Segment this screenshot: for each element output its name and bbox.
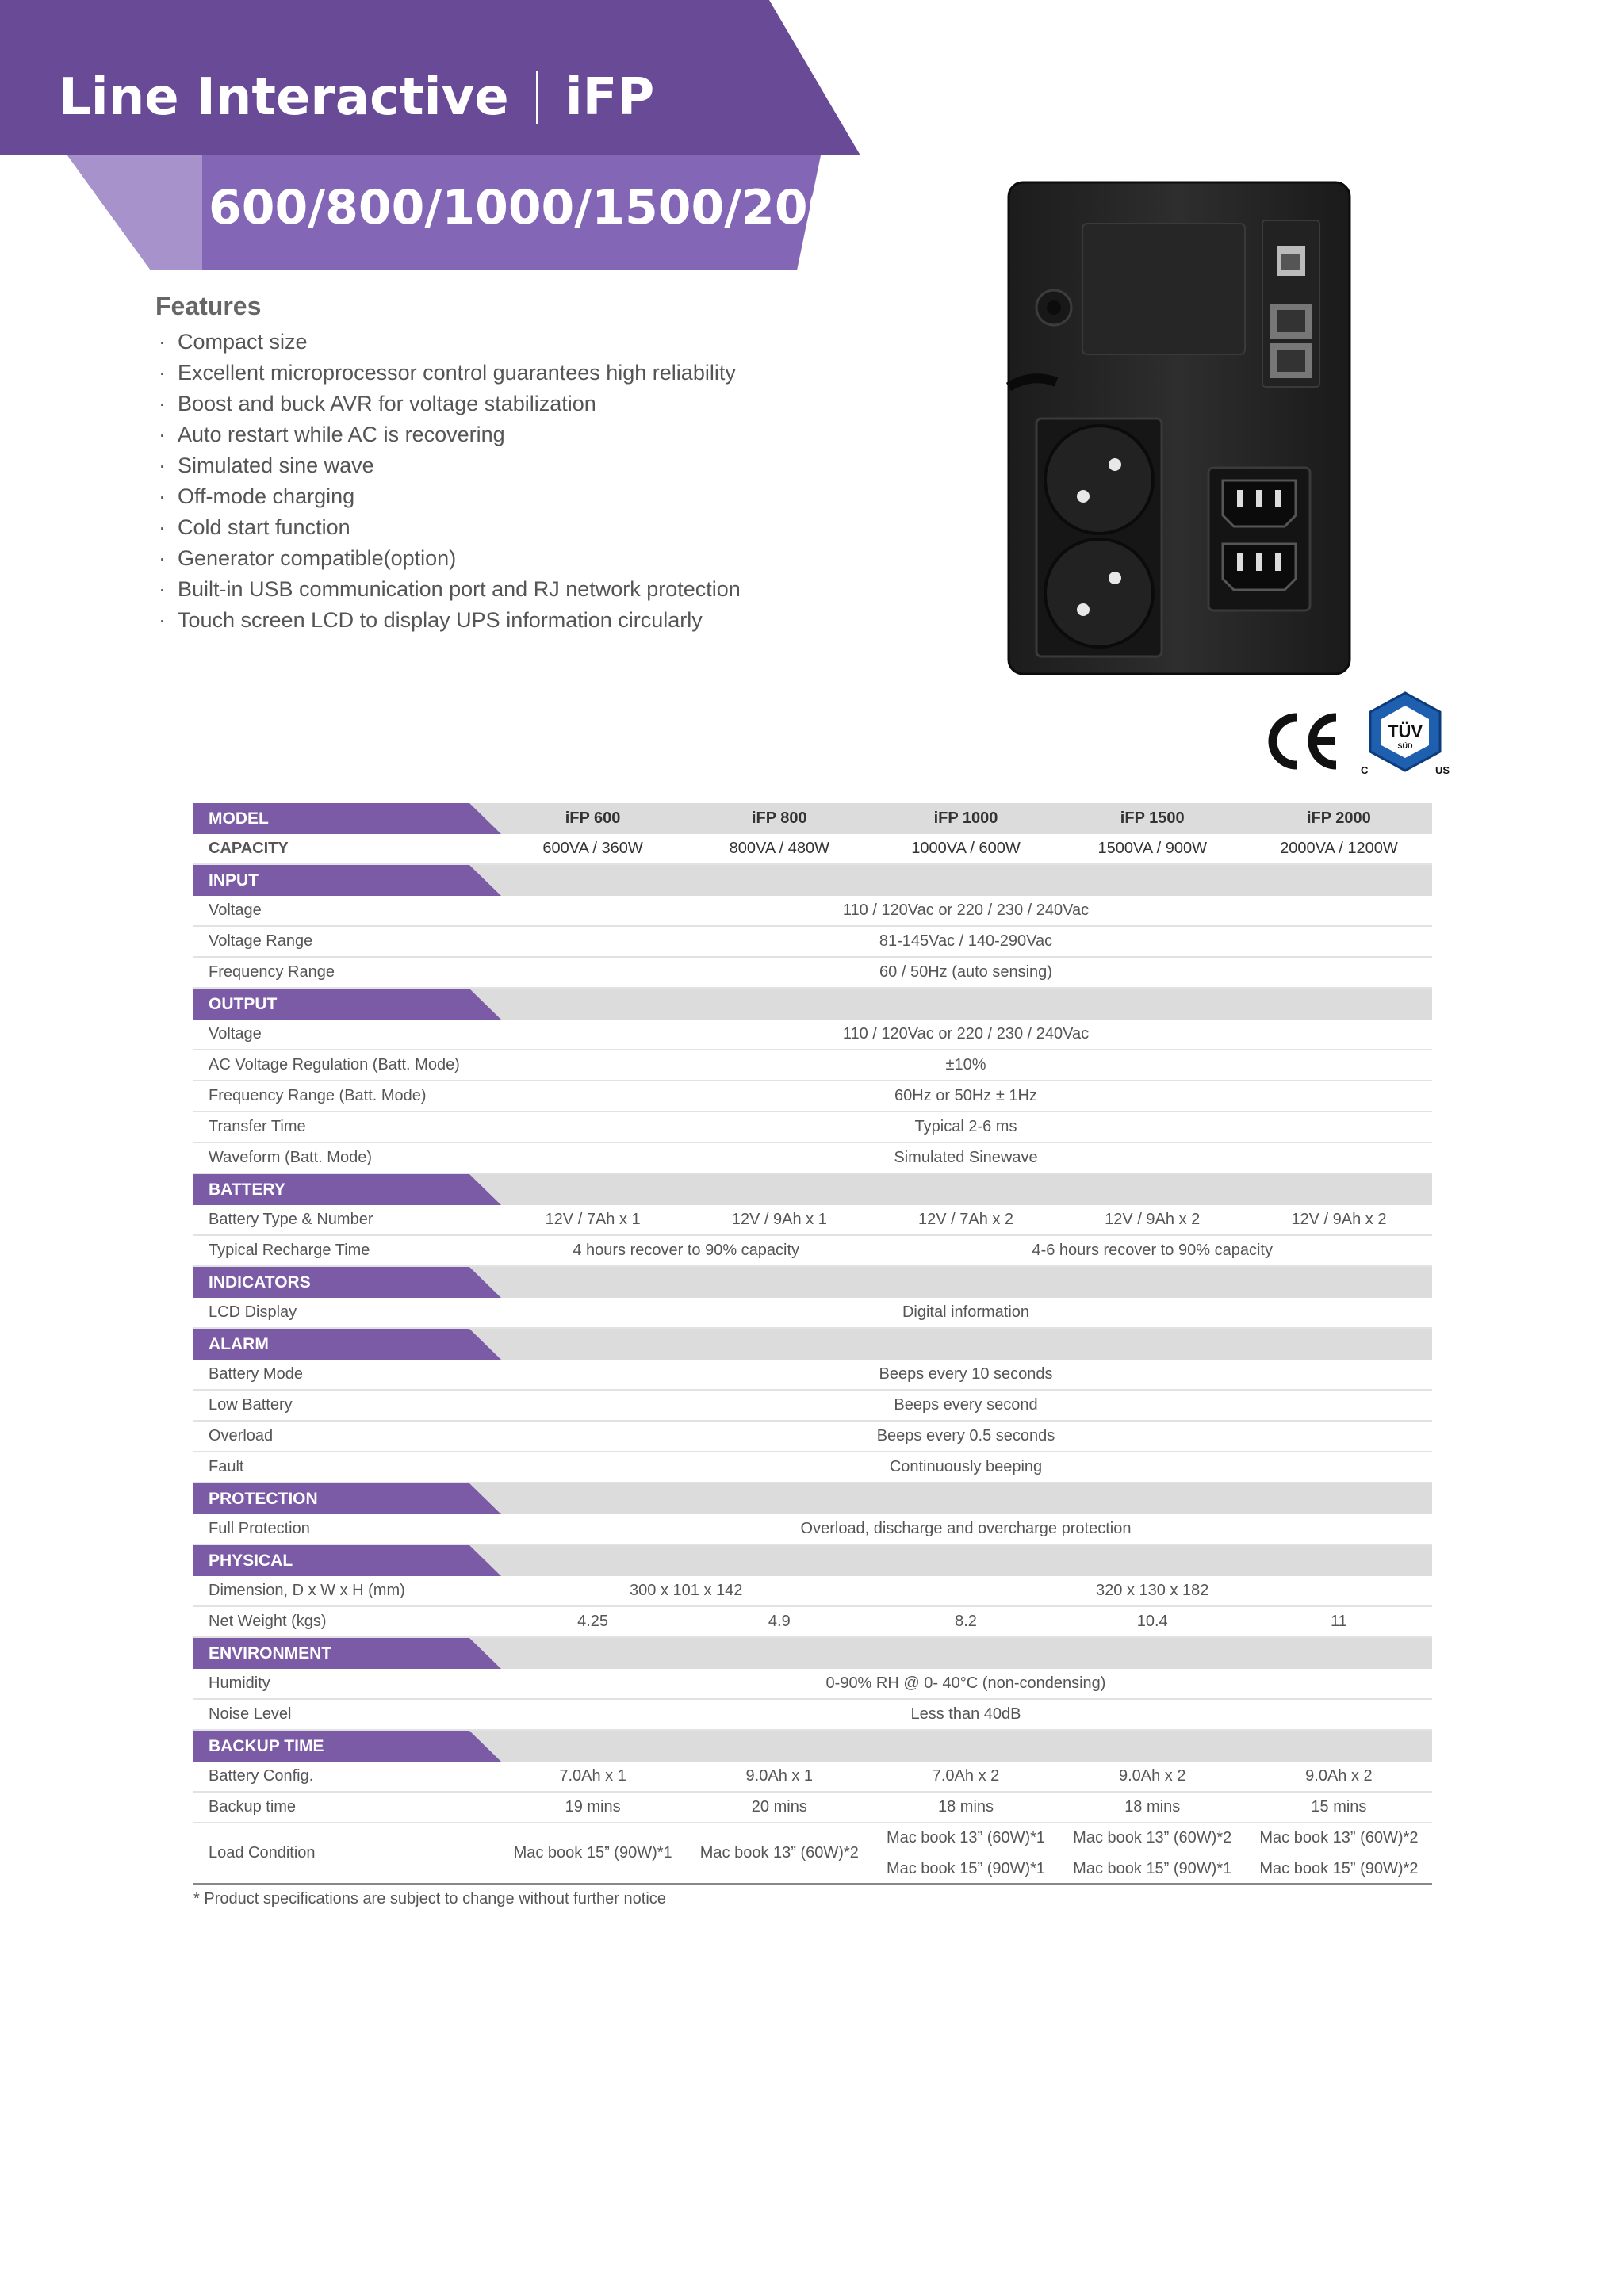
spec-label: Transfer Time — [209, 1118, 306, 1135]
spec-value: 8.2 — [955, 1613, 977, 1630]
spec-value: 15 mins — [1311, 1798, 1367, 1816]
model-cell: iFP 1000 — [933, 809, 998, 827]
series-type: Line Interactive — [59, 68, 509, 127]
spec-value: 4 hours recover to 90% capacity — [573, 1242, 800, 1259]
spec-value — [500, 1838, 686, 1869]
spec-value: 4-6 hours recover to 90% capacity — [1032, 1242, 1273, 1259]
spec-value — [1059, 1823, 1246, 1885]
ce-mark-logo — [1265, 710, 1344, 773]
title-divider — [536, 71, 538, 124]
section-title: PHYSICAL — [209, 1551, 293, 1570]
tuv-sud-mark-logo — [1358, 690, 1453, 777]
load-line: Mac book 13” (60W)*2 — [1073, 1828, 1232, 1846]
spec-value: Beeps every 10 seconds — [879, 1365, 1053, 1383]
spec-row — [193, 1391, 1432, 1422]
bullet: · — [159, 608, 166, 632]
feature-text: Boost and buck AVR for voltage stabilization — [178, 392, 596, 415]
bullet: · — [159, 515, 166, 539]
model-band-accent — [67, 155, 202, 270]
ups-rear-panel-image — [1001, 174, 1358, 682]
section-title: PROTECTION — [209, 1489, 318, 1508]
load-line: Mac book 15” (90W)*2 — [1259, 1859, 1419, 1877]
capacity-cell: 800VA / 480W — [729, 840, 829, 857]
section-header-battery — [193, 1174, 1432, 1205]
spec-row — [193, 1700, 1432, 1731]
feature-text: Excellent microprocessor control guarantees high reliability — [178, 361, 736, 385]
spec-value: 19 mins — [565, 1798, 621, 1816]
load-line: Mac book 15” (90W)*1 — [886, 1859, 1046, 1877]
model-cell: iFP 1500 — [1120, 809, 1185, 827]
model-label: MODEL — [209, 809, 269, 828]
load-line: Mac book 13” (60W)*2 — [699, 1844, 859, 1862]
spec-value: Typical 2-6 ms — [914, 1118, 1017, 1135]
spec-label: Fault — [209, 1458, 244, 1475]
feature-item — [159, 358, 741, 388]
bullet: · — [159, 361, 166, 385]
spec-value: 20 mins — [751, 1798, 807, 1816]
spec-value: 12V / 9Ah x 2 — [1105, 1211, 1201, 1228]
spec-value: 300 x 101 x 142 — [630, 1582, 743, 1599]
spec-label: Frequency Range (Batt. Mode) — [209, 1087, 427, 1104]
feature-item — [159, 388, 741, 419]
spec-value: 4.25 — [577, 1613, 609, 1630]
spec-row-capacity — [193, 834, 1432, 865]
spec-table — [193, 803, 1432, 1885]
spec-row — [193, 1050, 1432, 1081]
spec-row — [193, 896, 1432, 927]
bullet: · — [159, 392, 166, 415]
capacity-label: CAPACITY — [209, 840, 289, 857]
spec-label: AC Voltage Regulation (Batt. Mode) — [209, 1056, 460, 1073]
spec-label: Load Condition — [209, 1844, 316, 1862]
capacity-cell: 1000VA / 600W — [911, 840, 1021, 857]
feature-item — [159, 481, 741, 512]
spec-row — [193, 1669, 1432, 1700]
section-title: BATTERY — [209, 1180, 285, 1199]
svg-text:C: C — [1361, 764, 1369, 776]
spec-value: 12V / 7Ah x 1 — [545, 1211, 641, 1228]
section-title: ALARM — [209, 1334, 269, 1353]
spec-row — [193, 1081, 1432, 1112]
spec-value: 10.4 — [1136, 1613, 1168, 1630]
feature-item — [159, 605, 741, 636]
spec-row-load-condition — [193, 1823, 1432, 1885]
capacity-cell: 2000VA / 1200W — [1280, 840, 1398, 857]
section-header-alarm — [193, 1329, 1432, 1360]
spec-label: Net Weight (kgs) — [209, 1613, 327, 1630]
spec-value: 7.0Ah x 1 — [559, 1767, 626, 1785]
spec-row — [193, 927, 1432, 958]
feature-text: Simulated sine wave — [178, 453, 374, 477]
spec-label: Full Protection — [209, 1520, 310, 1537]
spec-value: 81-145Vac / 140-290Vac — [879, 932, 1053, 950]
spec-value: 110 / 120Vac or 220 / 230 / 240Vac — [842, 901, 1090, 919]
feature-text: Cold start function — [178, 515, 350, 539]
spec-row — [193, 1452, 1432, 1483]
section-header-indicators — [193, 1267, 1432, 1298]
bullet: · — [159, 577, 166, 601]
section-title: INDICATORS — [209, 1272, 311, 1292]
spec-value: Overload, discharge and overcharge protection — [800, 1520, 1132, 1537]
spec-value: Beeps every 0.5 seconds — [876, 1427, 1055, 1445]
svg-text:TÜV: TÜV — [1388, 721, 1423, 741]
spec-label: Low Battery — [209, 1396, 293, 1414]
feature-item — [159, 419, 741, 450]
bullet: · — [159, 484, 166, 508]
feature-text: Generator compatible(option) — [178, 546, 457, 570]
spec-value: 4.9 — [768, 1613, 791, 1630]
spec-row — [193, 1112, 1432, 1143]
spec-value: 11 — [1331, 1613, 1347, 1630]
section-title: ENVIRONMENT — [209, 1644, 332, 1663]
section-header-backup-time — [193, 1731, 1432, 1762]
spec-row — [193, 1236, 1432, 1267]
spec-value: 0-90% RH @ 0- 40°C (non-condensing) — [825, 1674, 1106, 1692]
load-line: Mac book 15” (90W)*1 — [513, 1844, 672, 1862]
spec-value — [686, 1838, 872, 1869]
section-header-input — [193, 865, 1432, 896]
features-list — [159, 327, 741, 636]
spec-value: 9.0Ah x 2 — [1118, 1767, 1186, 1785]
spec-label: Noise Level — [209, 1705, 292, 1723]
capacity-cell: 1500VA / 900W — [1097, 840, 1207, 857]
spec-value: 12V / 7Ah x 2 — [917, 1211, 1014, 1228]
spec-value: 12V / 9Ah x 1 — [731, 1211, 827, 1228]
page-title — [59, 62, 654, 133]
section-header-output — [193, 989, 1432, 1020]
model-cell: iFP 2000 — [1307, 809, 1371, 827]
bullet: · — [159, 453, 166, 477]
spec-row — [193, 1020, 1432, 1050]
spec-value: 7.0Ah x 2 — [932, 1767, 1000, 1785]
spec-row-model — [193, 803, 1432, 834]
section-header-protection — [193, 1483, 1432, 1514]
spec-row — [193, 958, 1432, 989]
spec-label: Frequency Range — [209, 963, 335, 981]
bullet: · — [159, 330, 166, 354]
feature-item — [159, 543, 741, 574]
spec-value: 18 mins — [1124, 1798, 1181, 1816]
spec-label: Voltage Range — [209, 932, 313, 950]
spec-value — [1246, 1823, 1432, 1885]
section-title: INPUT — [209, 871, 259, 890]
feature-text: Built-in USB communication port and RJ network protection — [178, 577, 741, 601]
spec-row — [193, 1298, 1432, 1329]
load-line: Mac book 13” (60W)*1 — [886, 1828, 1046, 1846]
section-header-physical — [193, 1545, 1432, 1576]
spec-label: Battery Type & Number — [209, 1211, 373, 1228]
models-banner: 600/800/1000/1500/2000 — [209, 180, 875, 235]
spec-label: Overload — [209, 1427, 274, 1445]
spec-value: Continuously beeping — [889, 1458, 1043, 1475]
spec-value: 110 / 120Vac or 220 / 230 / 240Vac — [842, 1025, 1090, 1043]
svg-text:SÜD: SÜD — [1397, 742, 1413, 750]
spec-label: Battery Config. — [209, 1767, 314, 1785]
section-title: OUTPUT — [209, 994, 278, 1013]
capacity-cell: 600VA / 360W — [542, 840, 643, 857]
feature-text: Auto restart while AC is recovering — [178, 423, 505, 446]
spec-value: 9.0Ah x 2 — [1305, 1767, 1373, 1785]
feature-text: Off-mode charging — [178, 484, 355, 508]
bullet: · — [159, 423, 166, 446]
spec-label: Voltage — [209, 1025, 262, 1043]
spec-value: 12V / 9Ah x 2 — [1291, 1211, 1387, 1228]
spec-value: 60 / 50Hz (auto sensing) — [879, 963, 1052, 981]
spec-value: Simulated Sinewave — [894, 1149, 1038, 1166]
feature-item — [159, 574, 741, 605]
spec-row — [193, 1514, 1432, 1545]
spec-label: Dimension, D x W x H (mm) — [209, 1582, 405, 1599]
spec-row — [193, 1607, 1432, 1638]
spec-label: Typical Recharge Time — [209, 1242, 370, 1259]
spec-row — [193, 1762, 1432, 1793]
feature-item — [159, 512, 741, 543]
spec-row — [193, 1422, 1432, 1452]
spec-value: ±10% — [945, 1056, 986, 1073]
load-line: Mac book 15” (90W)*1 — [1073, 1859, 1232, 1877]
feature-text: Touch screen LCD to display UPS information circularly — [178, 608, 703, 632]
spec-value: Digital information — [902, 1303, 1030, 1321]
features-heading: Features — [155, 292, 262, 320]
feature-text: Compact size — [178, 330, 308, 354]
svg-text:US: US — [1435, 764, 1450, 776]
spec-row — [193, 1360, 1432, 1391]
spec-value: 18 mins — [937, 1798, 994, 1816]
spec-label: Humidity — [209, 1674, 270, 1692]
spec-value: Beeps every second — [894, 1396, 1038, 1414]
footnote: * Product specifications are subject to change without further notice — [193, 1890, 666, 1908]
spec-label: LCD Display — [209, 1303, 297, 1321]
section-header-environment — [193, 1638, 1432, 1669]
spec-label: Battery Mode — [209, 1365, 303, 1383]
spec-value — [872, 1823, 1059, 1885]
load-line: Mac book 13” (60W)*2 — [1259, 1828, 1419, 1846]
spec-row — [193, 1793, 1432, 1823]
feature-item — [159, 327, 741, 358]
spec-label: Voltage — [209, 901, 262, 919]
spec-value: 9.0Ah x 1 — [745, 1767, 814, 1785]
spec-value: Less than 40dB — [910, 1705, 1021, 1723]
spec-label: Waveform (Batt. Mode) — [209, 1149, 372, 1166]
series-name: iFP — [565, 68, 655, 127]
spec-label: Backup time — [209, 1798, 297, 1816]
spec-row — [193, 1205, 1432, 1236]
spec-value: 320 x 130 x 182 — [1096, 1582, 1209, 1599]
model-cell: iFP 600 — [565, 809, 621, 827]
spec-value: 60Hz or 50Hz ± 1Hz — [894, 1087, 1037, 1104]
section-title: BACKUP TIME — [209, 1736, 324, 1755]
spec-row — [193, 1143, 1432, 1174]
spec-row — [193, 1576, 1432, 1607]
bullet: · — [159, 546, 166, 570]
feature-item — [159, 450, 741, 481]
model-cell: iFP 800 — [751, 809, 807, 827]
